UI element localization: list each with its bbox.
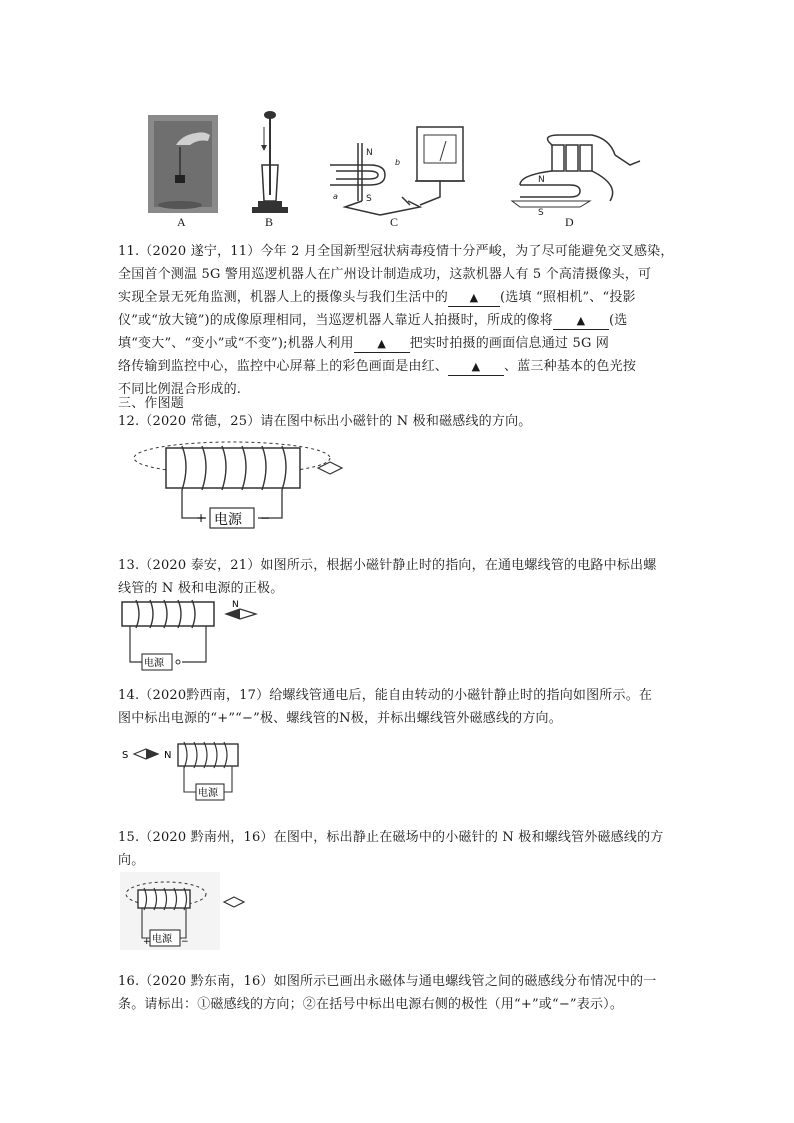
q11-blank3[interactable]: ▲ — [354, 336, 410, 353]
q15-minus: − — [181, 937, 189, 947]
q14-line2: 图中标出电源的“+”“−”极、螺线管的N极，并标出螺线管外磁感线的方向。 — [118, 711, 562, 726]
q13-line2: 线管的 N 极和电源的正极。 — [118, 581, 284, 596]
q11-line4 — [118, 309, 628, 332]
figure-label-a: A — [177, 215, 186, 229]
q15-figure — [120, 872, 260, 952]
q11-blank1[interactable]: ▲ — [448, 290, 500, 307]
q12-svg — [130, 436, 370, 536]
figure-c-n: N — [366, 148, 373, 158]
figure-d-n: N — [538, 175, 545, 185]
q13-needle-n: N — [232, 600, 239, 610]
q15-plus: + — [143, 937, 151, 947]
q11-line4-pre: 仪”或“放大镜”)的成像原理相同，当巡逻机器人靠近人拍摄时，所成的像将 — [118, 313, 554, 328]
q15-power: 电源 — [152, 934, 172, 945]
q15-line2: 向。 — [118, 853, 145, 868]
q11-line6-pre: 络传输到监控中心，监控中心屏幕上的彩色画面是由红、 — [118, 359, 449, 374]
q12-plus: + — [196, 511, 207, 525]
q13-power: 电源 — [144, 658, 164, 669]
q11-line1: 11.（2020 遂宁，11）今年 2 月全国新型冠状病毒疫情十分严峻，为了尽可能避免交叉感染， — [118, 244, 674, 259]
q11-line5 — [118, 332, 609, 355]
q11-line4-post: (选 — [609, 313, 628, 328]
figure-c-s: S — [366, 194, 372, 204]
q12-figure — [130, 436, 370, 536]
q16-line1: 16.（2020 黔东南，16）如图所示已画出永磁体与通电螺线管之间的磁感线分布情况中的一 — [118, 974, 657, 989]
q11-line2: 全国首个测温 5G 警用巡逻机器人在广州设计制造成功，这款机器人有 5 个高清摄像头，可 — [118, 267, 652, 282]
q14-svg — [118, 730, 278, 802]
q12-minus: − — [260, 511, 271, 525]
q16-line2: 条。请标出：①磁感线的方向；②在括号中标出电源右侧的极性（用“+”或“−”表示）。 — [118, 997, 624, 1012]
figure-label-b: B — [265, 215, 274, 229]
figures-svg — [140, 105, 660, 235]
q14-line1: 14.（2020黔西南，17）给螺线管通电后，能自由转动的小磁针静止时的指向如图所示。在 — [118, 688, 653, 703]
figure-d-s: S — [538, 208, 544, 218]
figure-c — [330, 127, 465, 215]
figure-c-b: b — [395, 158, 401, 167]
figure-a — [148, 115, 218, 213]
q11-line3 — [118, 286, 636, 309]
section-title: 三、作图题 — [118, 396, 185, 411]
q13-figure — [118, 596, 278, 672]
q11-line5-post: 把实时拍摄的画面信息通过 5G 网 — [409, 336, 610, 351]
q13-svg — [118, 596, 278, 672]
q14-power: 电源 — [198, 788, 218, 799]
figure-label-d: D — [565, 215, 574, 229]
q12-text: 12.（2020 常德，25）请在图中标出小磁针的 N 极和磁感线的方向。 — [118, 414, 532, 429]
q14-figure — [118, 730, 278, 802]
q11-line5-pre: 填“变大”、“变小”或“不变”);机器人利用 — [118, 336, 354, 351]
figure-c-a: a — [333, 192, 338, 201]
figure-d — [512, 135, 640, 218]
q14-needle-n: N — [164, 750, 172, 761]
q11-line3-pre: 实现全景无死角监测，机器人上的摄像头与我们生活中的 — [118, 290, 449, 305]
q11-line7: 不同比例混合形成的. — [118, 382, 242, 397]
figure-label-c: C — [390, 215, 399, 229]
figure-b — [252, 111, 288, 213]
q15-line1: 15.（2020 黔南州，16）在图中，标出静止在磁场中的小磁针的 N 极和螺线管外磁感线的方 — [118, 830, 664, 845]
q11-line3-post: (选填 “照相机”、“投影 — [500, 290, 636, 305]
q14-needle-s: S — [122, 750, 129, 761]
q11-blank4[interactable]: ▲ — [448, 359, 504, 376]
q11-line6 — [118, 355, 636, 378]
q11-line6-post: 、蓝三种基本的色光按 — [504, 359, 637, 374]
q12-power: 电源 — [214, 512, 242, 528]
q15-svg — [120, 872, 260, 952]
top-figures — [140, 105, 660, 235]
q11-blank2[interactable]: ▲ — [553, 313, 609, 330]
q13-line1: 13.（2020 泰安，21）如图所示，根据小磁针静止时的指向，在通电螺线管的电路中标出螺 — [118, 558, 657, 573]
